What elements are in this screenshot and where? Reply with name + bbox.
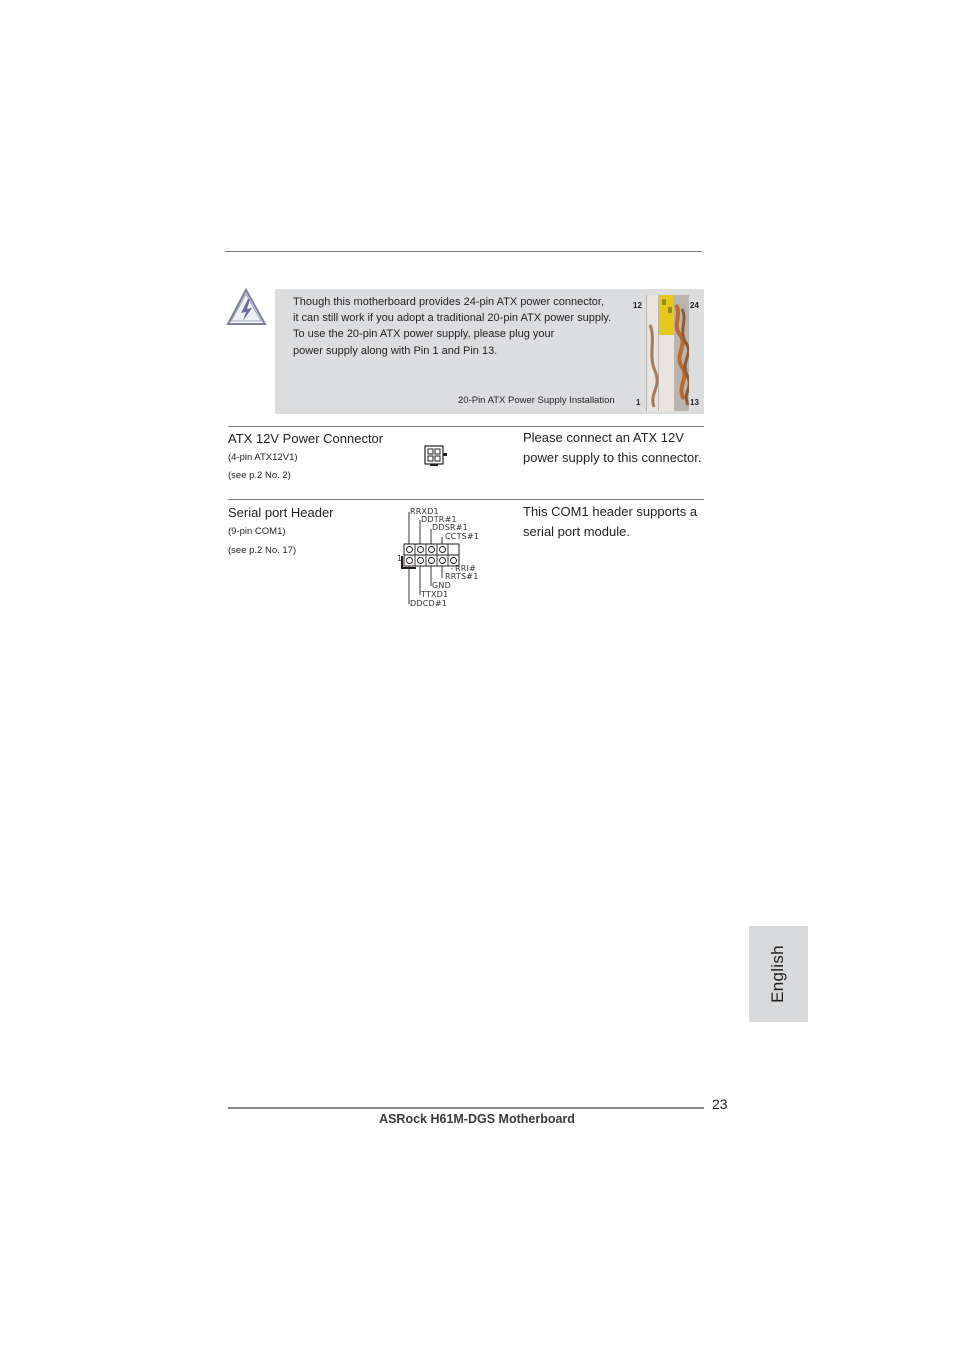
serial-description-1: This COM1 header supports a bbox=[523, 504, 698, 519]
section-rule-atx12v bbox=[228, 426, 704, 427]
pin-label-12: 12 bbox=[633, 301, 642, 310]
atx12v-description-1: Please connect an ATX 12V bbox=[523, 430, 684, 445]
note-line-3: To use the 20-pin ATX power supply, please plug your bbox=[293, 328, 555, 340]
atx12v-pin-count: (4-pin ATX12V1) bbox=[228, 452, 298, 463]
com1-label-rrxd1: RRXD1 bbox=[410, 507, 439, 516]
serial-title: Serial port Header bbox=[228, 505, 334, 520]
pin-label-24: 24 bbox=[690, 301, 699, 310]
atx-installation-caption: 20-Pin ATX Power Supply Installation bbox=[458, 395, 615, 406]
com1-label-rri: RRI# bbox=[455, 564, 476, 573]
serial-page-ref: (see p.2 No. 17) bbox=[228, 545, 297, 556]
pin-label-13: 13 bbox=[690, 398, 699, 407]
atx12v-connector-diagram bbox=[424, 445, 450, 467]
com1-label-ddcd1: DDCD#1 bbox=[410, 599, 448, 608]
note-line-2: it can still work if you adopt a traditional 20-pin ATX power supply. bbox=[293, 312, 612, 324]
com1-label-ttxd1: TTXD1 bbox=[421, 590, 449, 599]
com1-label-rrts1: RRTS#1 bbox=[445, 572, 479, 581]
atx12v-page-ref: (see p.2 No. 2) bbox=[228, 470, 291, 481]
serial-description-2: serial port module. bbox=[523, 524, 630, 539]
atx-connector-photo bbox=[646, 295, 689, 411]
header-rule bbox=[225, 251, 702, 252]
com1-pin-one-label: 1 bbox=[397, 554, 403, 563]
com1-label-gnd: GND bbox=[432, 581, 451, 590]
language-tab-label: English bbox=[768, 945, 787, 1003]
com1-label-ddsr1: DDSR#1 bbox=[432, 523, 468, 532]
footer-title: ASRock H61M-DGS Motherboard bbox=[379, 1112, 575, 1126]
serial-pin-count: (9-pin COM1) bbox=[228, 526, 286, 537]
com1-label-ccts1: CCTS#1 bbox=[445, 532, 480, 541]
atx12v-description-2: power supply to this connector. bbox=[523, 450, 702, 465]
section-rule-serial bbox=[228, 499, 704, 500]
pin-label-1: 1 bbox=[636, 398, 641, 407]
note-line-1: Though this motherboard provides 24-pin ATX power connector, bbox=[293, 296, 605, 308]
atx12v-title: ATX 12V Power Connector bbox=[228, 431, 384, 446]
warning-icon bbox=[226, 287, 268, 327]
note-line-4: power supply along with Pin 1 and Pin 13. bbox=[293, 345, 498, 357]
footer-rule bbox=[228, 1107, 704, 1109]
com1-label-ddtr1: DDTR#1 bbox=[421, 515, 457, 524]
page-number: 23 bbox=[712, 1096, 728, 1112]
